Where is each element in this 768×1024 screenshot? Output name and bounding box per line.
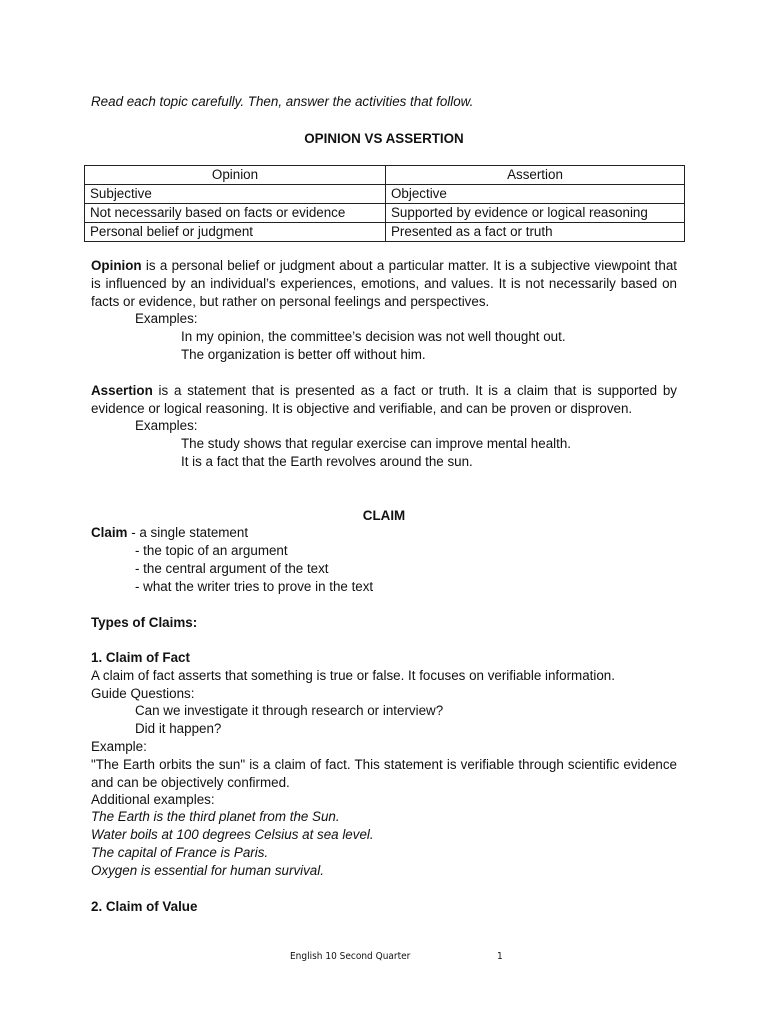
claim-of-fact-heading: 1. Claim of Fact <box>91 650 190 665</box>
table-row <box>85 223 685 242</box>
claim-term: Claim <box>91 525 128 540</box>
table-cell: Objective <box>386 185 685 204</box>
page-number: 1 <box>497 951 503 962</box>
table-header-assertion: Assertion <box>386 166 685 185</box>
table-header-opinion: Opinion <box>85 166 386 185</box>
assertion-examples-label: Examples: <box>135 418 198 433</box>
opinion-example-1: In my opinion, the committee’s decision was not well thought out. <box>181 329 566 344</box>
claim-definition: - a single statement <box>127 525 249 540</box>
table-cell: Supported by evidence or logical reasoning <box>386 204 685 223</box>
guide-questions-label: Guide Questions: <box>91 686 195 701</box>
additional-example-1: The Earth is the third planet from the Sun. <box>91 809 340 824</box>
claim-definition-line <box>91 524 248 542</box>
footer-text: English 10 Second Quarter <box>290 951 411 962</box>
assertion-example-1: The study shows that regular exercise can improve mental health. <box>181 436 572 451</box>
claim-of-value-heading: 2. Claim of Value <box>91 899 198 914</box>
example-label: Example: <box>91 739 147 754</box>
table-cell: Presented as a fact or truth <box>386 223 685 242</box>
table-cell: Personal belief or judgment <box>85 223 386 242</box>
claim-of-fact-example: "The Earth orbits the sun" is a claim of fact. This statement is verifiable through scientific evidence and can be objectively confirmed. <box>91 757 677 790</box>
opinion-examples-label: Examples: <box>135 311 198 326</box>
additional-example-2: Water boils at 100 degrees Celsius at sea level. <box>91 827 374 842</box>
claim-of-fact-description: A claim of fact asserts that something is true or false. It focuses on verifiable information. <box>91 668 615 683</box>
opinion-text: is a personal belief or judgment about a particular matter. It is a subjective viewpoint that is influenced by an individual’s experiences, emotions, and values. It is not necessarily based on facts or evidence, but rather on personal feelings and perspectives. <box>91 258 677 309</box>
instruction-text: Read each topic carefully. Then, answer the activities that follow. <box>91 94 474 109</box>
table-cell: Not necessarily based on facts or evidence <box>85 204 386 223</box>
assertion-example-2: It is a fact that the Earth revolves around the sun. <box>181 454 473 469</box>
claim-point-2: - the central argument of the text <box>135 561 329 576</box>
types-of-claims-heading: Types of Claims: <box>91 615 198 630</box>
assertion-paragraph <box>91 382 677 418</box>
assertion-term: Assertion <box>91 383 153 398</box>
comparison-table <box>84 165 685 242</box>
guide-question-1: Can we investigate it through research or interview? <box>135 703 444 718</box>
opinion-term: Opinion <box>91 258 142 273</box>
table-row <box>85 185 685 204</box>
section-title-claim: CLAIM <box>362 508 406 523</box>
table-row <box>85 204 685 223</box>
section-title-opinion-vs-assertion: OPINION VS ASSERTION <box>304 131 464 146</box>
additional-example-4: Oxygen is essential for human survival. <box>91 863 324 878</box>
additional-example-3: The capital of France is Paris. <box>91 845 269 860</box>
assertion-text: is a statement that is presented as a fact or truth. It is a claim that is supported by evidence or logical reasoning. It is objective and verifiable, and can be proven or disproven. <box>91 383 677 416</box>
table-cell: Subjective <box>85 185 386 204</box>
claim-point-1: - the topic of an argument <box>135 543 288 558</box>
opinion-example-2: The organization is better off without him. <box>181 347 426 362</box>
opinion-paragraph <box>91 257 677 311</box>
guide-question-2: Did it happen? <box>135 721 222 736</box>
additional-examples-label: Additional examples: <box>91 792 215 807</box>
claim-point-3: - what the writer tries to prove in the text <box>135 579 374 594</box>
table-header-row <box>85 166 685 185</box>
